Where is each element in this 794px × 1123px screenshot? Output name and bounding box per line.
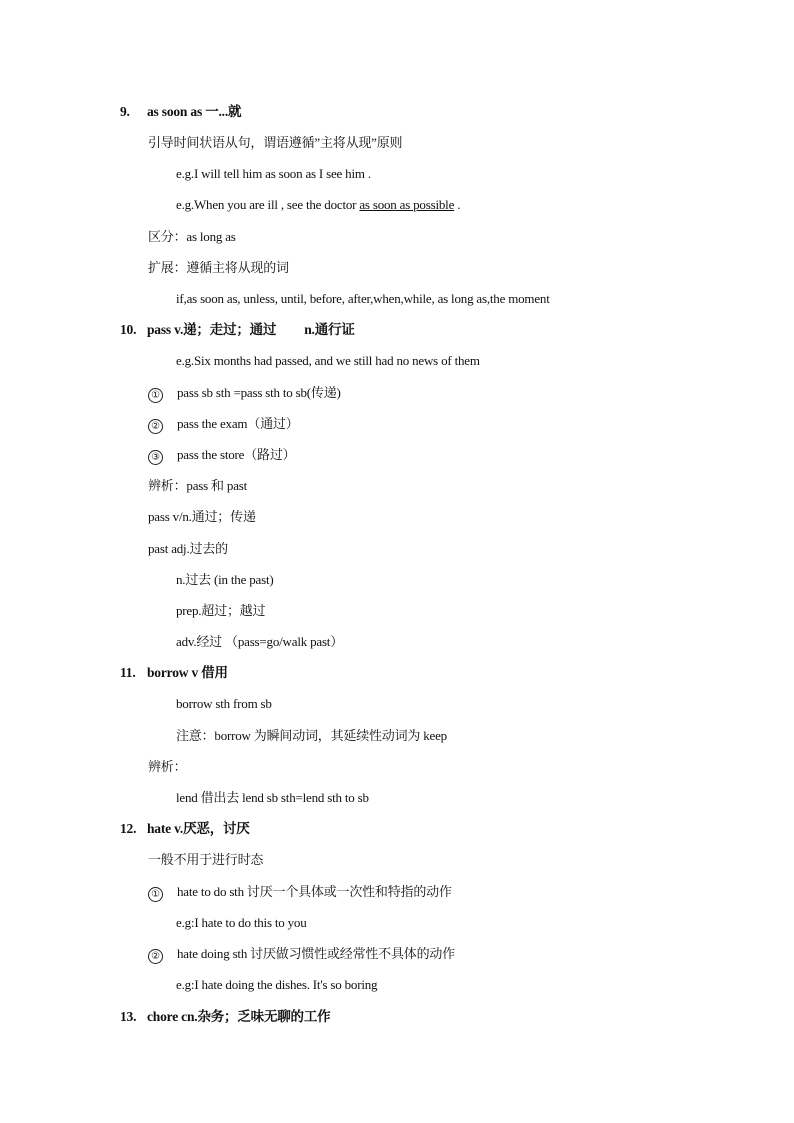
list-item — [148, 884, 452, 902]
circled-number: ① — [148, 388, 163, 403]
definition-line: prep.超过；越过 — [176, 603, 266, 618]
list-item — [148, 416, 299, 434]
section-title-noun: n.通行证 — [304, 322, 355, 337]
list-item — [148, 946, 455, 964]
rule-text: 一般不用于进行时态 — [148, 852, 264, 867]
section-11-heading — [120, 665, 228, 681]
section-13-heading — [120, 1009, 330, 1025]
example-sentence: e.g:I hate to do this to you — [176, 915, 307, 930]
section-number: 9. — [120, 104, 130, 119]
note-line: 注意：borrow 为瞬间动词，其延续性动词为 keep — [176, 728, 447, 743]
section-12-heading — [120, 821, 250, 837]
section-title: borrow v 借用 — [147, 665, 228, 680]
list-item — [148, 385, 341, 403]
section-number: 11. — [120, 665, 136, 680]
example-sentence — [176, 197, 460, 213]
word-list: if,as soon as, unless, until, before, after,when,while, as long as,the moment — [176, 291, 550, 306]
underlined-phrase: as soon as possible — [359, 197, 455, 212]
section-title: pass v.递；走过；通过 — [147, 322, 277, 337]
usage-line: lend 借出去 lend sb sth=lend sth to sb — [176, 790, 369, 805]
extension-note: 扩展：遵循主将从现的词 — [148, 260, 289, 275]
example-sentence: e.g.I will tell him as soon as I see him . — [176, 166, 371, 181]
section-title: hate v.厌恶，讨厌 — [147, 821, 250, 836]
rule-text: 引导时间状语从句，谓语遵循”主将从现”原则 — [148, 135, 403, 150]
circled-number: ① — [148, 887, 163, 902]
definition-line: adv.经过 （pass=go/walk past） — [176, 634, 344, 649]
circled-number: ③ — [148, 450, 163, 465]
usage-line: borrow sth from sb — [176, 696, 272, 711]
section-number: 10. — [120, 322, 137, 337]
list-item-text: pass the store（路过） — [177, 447, 296, 462]
list-item-text: pass the exam（通过） — [177, 416, 299, 431]
difference-note: 区分：as long as — [148, 229, 236, 244]
list-item-text: pass sb sth =pass sth to sb(传递) — [177, 385, 341, 400]
example-sentence: e.g:I hate doing the dishes. It's so boring — [176, 977, 378, 992]
list-item-text: hate to do sth 讨厌一个具体或一次性和特指的动作 — [177, 884, 452, 899]
section-number: 13. — [120, 1009, 137, 1024]
analysis-note: 辨析： — [148, 759, 187, 774]
example-suffix: . — [454, 197, 461, 212]
analysis-note: 辨析：pass 和 past — [148, 478, 248, 493]
definition-line: n.过去 (in the past) — [176, 572, 274, 587]
definition-line: past adj.过去的 — [148, 541, 228, 556]
section-9-heading — [120, 104, 241, 120]
list-item-text: hate doing sth 讨厌做习惯性或经常性不具体的动作 — [177, 946, 455, 961]
example-sentence: e.g.Six months had passed, and we still had no news of them — [176, 353, 480, 368]
section-title: chore cn.杂务；乏味无聊的工作 — [147, 1009, 331, 1024]
section-10-heading — [120, 322, 355, 338]
circled-number: ② — [148, 949, 163, 964]
circled-number: ② — [148, 419, 163, 434]
section-title: as soon as 一...就 — [147, 104, 242, 119]
definition-line: pass v/n.通过；传递 — [148, 509, 256, 524]
section-number: 12. — [120, 821, 137, 836]
list-item — [148, 447, 295, 465]
example-prefix: e.g.When you are ill , see the doctor — [176, 197, 360, 212]
